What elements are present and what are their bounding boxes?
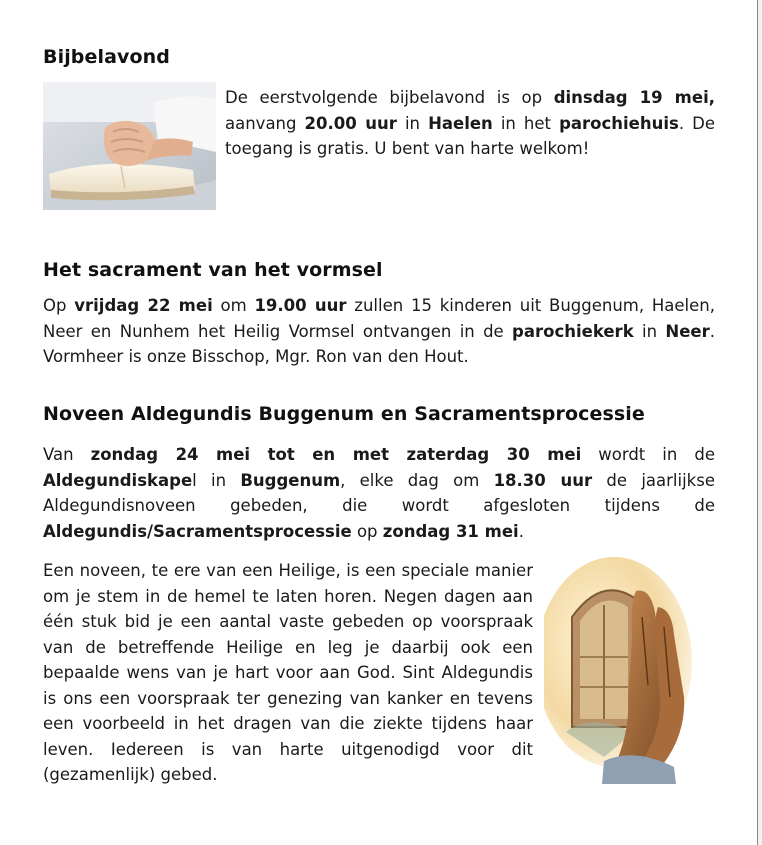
section-title-vormsel: Het sacrament van het vormsel — [43, 259, 383, 281]
vormsel-paragraph: Op vrijdag 22 mei om 19.00 uur zullen 15 kinderen uit Buggenum, Haelen, Neer en Nunhem het Heilig Vormsel ontvangen in de parochiekerk in Neer. Vormheer is onze Bisschop, Mgr. Ron van den Hout. — [43, 296, 715, 366]
page-margin-strip — [758, 0, 762, 845]
section-title-noveen: Noveen Aldegundis Buggenum en Sacramentsprocessie — [43, 403, 645, 425]
praying-hands-bible-image — [43, 82, 216, 210]
noveen-explanation-paragraph: Een noveen, te ere van een Heilige, is een speciale manier om je stem in de hemel te laten horen. Negen dagen aan één stuk bid je een aantal vaste gebeden op voorspraak van de betreffende Heilige en leg je daarbij ook een bepaalde wens van je hart voor aan God. Sint Aldegundis is ons een voorspraak ter genezing van kanker en tevens een voorbeeld in het dragen van die ziekte tijdens haar leven. Iedereen is van harte uitgenodigd voor dit (gezamenlijk) gebed. — [43, 561, 533, 784]
section-title-bijbelavond: Bijbelavond — [43, 46, 170, 68]
bijbelavond-paragraph: De eerstvolgende bijbelavond is op dinsdag 19 mei, aanvang 20.00 uur in Haelen in het parochiehuis. De toegang is gratis. U bent van harte welkom! — [225, 88, 715, 158]
praying-hands-bible-icon — [43, 82, 216, 210]
praying-hands-church-icon — [544, 557, 709, 784]
noveen-paragraph: Van zondag 24 mei tot en met zaterdag 30 mei wordt in de Aldegundiskapel in Buggenum, elke dag om 18.30 uur de jaarlijkse Aldegundisnoveen gebeden, die wordt afgesloten tijdens de Aldegundis/Sacramentsprocessie op zondag 31 mei. — [43, 445, 715, 541]
praying-hands-illustration — [544, 557, 709, 784]
